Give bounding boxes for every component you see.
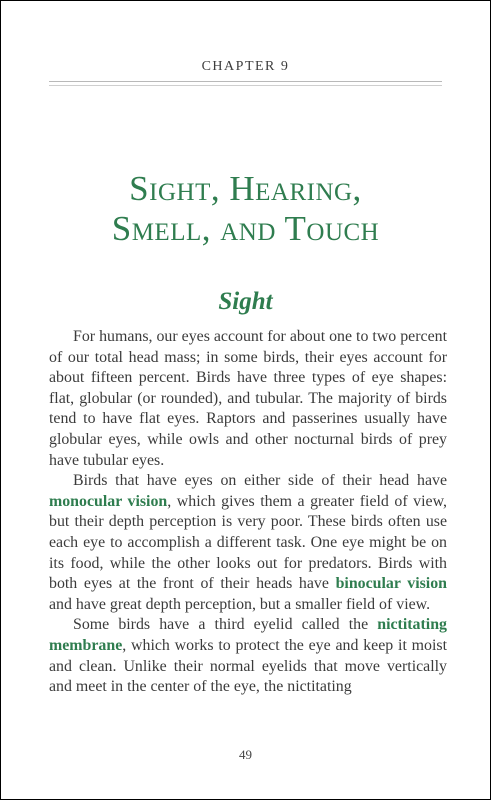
header-rule-top bbox=[49, 81, 442, 82]
chapter-label: CHAPTER 9 bbox=[201, 59, 290, 74]
paragraph-third-eyelid bbox=[49, 615, 447, 697]
body-text bbox=[49, 327, 447, 698]
term-binocular-vision: binocular vision bbox=[335, 575, 447, 593]
paragraph-eye-shapes: For humans, our eyes account for about one to two percent of our total head mass; in some birds, their eyes account for about fifteen percent. Birds have three types of eye shapes: flat, globular (or rounded), and tubular. The majority of birds tend to have flat eyes. Raptors and passerines usually have globular eyes, while owls and other nocturnal birds of prey have tubular eyes. bbox=[49, 328, 447, 469]
chapter-title bbox=[1, 169, 490, 249]
paragraph-text: and have great depth perception, but a smaller field of view. bbox=[49, 595, 431, 613]
page-number: 49 bbox=[239, 747, 252, 762]
term-monocular-vision: monocular vision bbox=[49, 492, 168, 510]
paragraph-vision-types bbox=[49, 471, 447, 615]
chapter-title-line-2: Smell, and Touch bbox=[111, 209, 380, 248]
paragraph-text: , which works to protect the eye and keep it moist and clean. Unlike their normal eyelids that move vertically and meet in the center of the eye, the nictitating bbox=[49, 636, 447, 696]
term-nictitating-membrane: nictitating membrane bbox=[49, 616, 447, 654]
section-title: Sight bbox=[218, 288, 273, 315]
paragraph-text: Some birds have a third eyelid called the bbox=[73, 616, 378, 634]
chapter-title-line-1: Sight, Hearing, bbox=[129, 169, 362, 208]
paragraph-text: Birds that have eyes on either side of their head have bbox=[73, 472, 447, 490]
paragraph-text: , which gives them a greater field of view, but their depth perception is very poor. These birds often use each eye to accomplish a different task. One eye might be on its food, while the other looks out for predators. Birds with both eyes at the front of their heads have bbox=[49, 492, 447, 593]
header-rule-bottom bbox=[49, 85, 442, 86]
